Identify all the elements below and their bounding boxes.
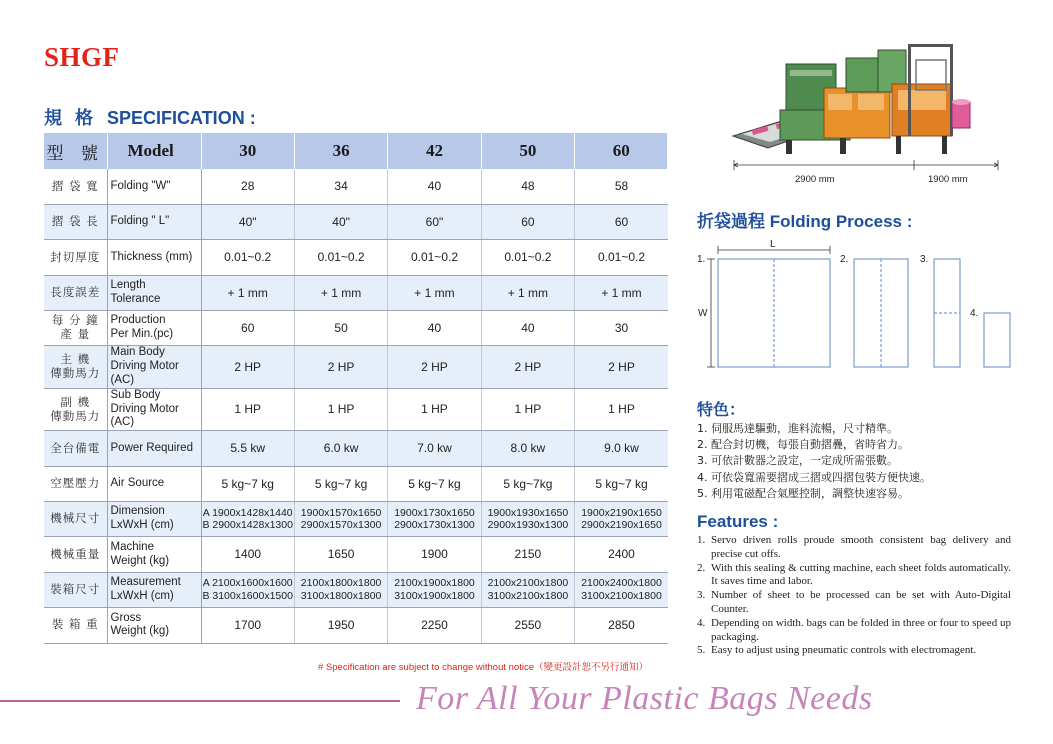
- list-item-number: 2.: [697, 561, 706, 574]
- folding-diagram: [694, 236, 1024, 376]
- table-cell: 5 kg~7 kg: [294, 466, 387, 501]
- table-row: [44, 311, 668, 346]
- fold-label-l: L: [770, 239, 776, 250]
- list-item: 5. 利用電磁配合氣壓控制，調整快速容易。: [697, 486, 909, 500]
- table-cell: 5.5 kw: [201, 431, 294, 466]
- table-cell: 1 HP: [388, 388, 481, 430]
- table-row: [44, 275, 668, 310]
- table-row: [44, 431, 668, 466]
- spec-title-en: SPECIFICATION :: [107, 108, 256, 128]
- list-item-number: 5.: [697, 644, 706, 657]
- table-row: [44, 169, 668, 204]
- table-cell: 1900x1570x1650 2900x1570x1300: [294, 502, 387, 537]
- row-label-zh: 空壓壓力: [44, 466, 107, 501]
- row-label-en: Machine Weight (kg): [107, 537, 201, 572]
- table-cell: 2150: [481, 537, 574, 572]
- list-item-text: Depending on width. bags can be folded in three or four to speed up packaging.: [711, 616, 1011, 643]
- table-cell: 1900x2190x1650 2900x2190x1650: [575, 502, 668, 537]
- table-cell: 60: [201, 311, 294, 346]
- row-label-zh: 機械尺寸: [44, 502, 107, 537]
- table-cell: 0.01~0.2: [294, 240, 387, 275]
- list-item: 3. 可依計數器之設定，一定成所需張數。: [697, 454, 898, 468]
- table-cell: 2100x2400x1800 3100x2100x1800: [575, 572, 668, 607]
- table-cell: + 1 mm: [481, 275, 574, 310]
- row-label-zh: 裝 箱 重: [44, 608, 107, 643]
- machine-drawing: [733, 44, 970, 154]
- table-cell: 5 kg~7 kg: [575, 466, 668, 501]
- row-label-en: Folding " L": [107, 204, 201, 239]
- header-model: 60: [575, 133, 668, 169]
- table-cell: 1650: [294, 537, 387, 572]
- spec-title-zh: 規 格: [44, 108, 98, 128]
- table-cell: 40": [294, 204, 387, 239]
- header-model: 30: [201, 133, 294, 169]
- row-label-en: Gross Weight (kg): [107, 608, 201, 643]
- table-cell: 0.01~0.2: [481, 240, 574, 275]
- header-model: 36: [294, 133, 387, 169]
- row-label-zh: 長度誤差: [44, 275, 107, 310]
- dimension-lines: [734, 160, 998, 170]
- spec-notice: # Specification are subject to change without notice（變更設計恕不另行通知）: [318, 662, 648, 673]
- table-cell: 5 kg~7 kg: [388, 466, 481, 501]
- list-item: [697, 644, 1011, 658]
- table-cell: 2 HP: [294, 346, 387, 388]
- features-zh-title: 特色：: [697, 400, 746, 419]
- table-cell: 2 HP: [201, 346, 294, 388]
- spec-table: [44, 133, 668, 644]
- header-en: Model: [107, 133, 201, 169]
- fold-step-4-label: 4.: [970, 308, 979, 319]
- brand-logo: SHGF: [44, 42, 120, 72]
- table-cell: A 2100x1600x1600 B 3100x1600x1500: [201, 572, 294, 607]
- table-cell: 2100x1800x1800 3100x1800x1800: [294, 572, 387, 607]
- list-item-text: With this sealing & cutting machine, each sheet folds automatically. It saves time and labor.: [711, 561, 1011, 588]
- table-cell: 6.0 kw: [294, 431, 387, 466]
- table-cell: 1900x1930x1650 2900x1930x1300: [481, 502, 574, 537]
- table-cell: 1 HP: [294, 388, 387, 430]
- row-label-zh: 裝箱尺寸: [44, 572, 107, 607]
- table-cell: 50: [294, 311, 387, 346]
- table-cell: 2100x1900x1800 3100x1900x1800: [388, 572, 481, 607]
- table-cell: 8.0 kw: [481, 431, 574, 466]
- table-cell: 5 kg~7kg: [481, 466, 574, 501]
- fold-step-4-sheet: [984, 313, 1010, 367]
- list-item: [697, 589, 1011, 617]
- table-cell: 60: [481, 204, 574, 239]
- table-cell: 2 HP: [481, 346, 574, 388]
- table-cell: 2850: [575, 608, 668, 643]
- fold-step-1-label: 1.: [697, 254, 706, 265]
- list-item: 4. 可依袋寬需要摺成三摺或四摺包裝方便快速。: [697, 470, 931, 484]
- table-cell: 2550: [481, 608, 574, 643]
- table-cell: 2100x2100x1800 3100x2100x1800: [481, 572, 574, 607]
- table-cell: 1700: [201, 608, 294, 643]
- table-cell: 30: [575, 311, 668, 346]
- list-item: [697, 562, 1011, 590]
- table-cell: + 1 mm: [388, 275, 481, 310]
- list-item: [697, 534, 1011, 562]
- table-cell: 0.01~0.2: [575, 240, 668, 275]
- row-label-zh: 摺 袋 長: [44, 204, 107, 239]
- row-label-zh: 全台備電: [44, 431, 107, 466]
- folding-title: [697, 207, 912, 232]
- list-item: [697, 617, 1011, 645]
- list-item-number: 3.: [697, 589, 706, 602]
- header-zh: 型 號: [44, 133, 107, 169]
- table-cell: 9.0 kw: [575, 431, 668, 466]
- row-label-en: Sub Body Driving Motor (AC): [107, 388, 201, 430]
- row-label-en: Thickness (mm): [107, 240, 201, 275]
- table-cell: 28: [201, 169, 294, 204]
- header-model: 42: [388, 133, 481, 169]
- table-cell: A 1900x1428x1440 B 2900x1428x1300: [201, 502, 294, 537]
- table-cell: 5 kg~7 kg: [201, 466, 294, 501]
- table-cell: 2400: [575, 537, 668, 572]
- spec-header-row: [44, 133, 668, 169]
- table-row: [44, 346, 668, 388]
- table-cell: 1400: [201, 537, 294, 572]
- features-zh-list: [697, 421, 931, 502]
- row-label-en: Dimension LxWxH (cm): [107, 502, 201, 537]
- table-cell: 2 HP: [388, 346, 481, 388]
- row-label-zh: 摺 袋 寬: [44, 169, 107, 204]
- features-en-list: [697, 534, 1011, 658]
- features-en-title: Features :: [697, 512, 779, 531]
- table-cell: 0.01~0.2: [201, 240, 294, 275]
- row-label-en: Measurement LxWxH (cm): [107, 572, 201, 607]
- spec-title: [44, 104, 256, 130]
- row-label-en: Folding "W": [107, 169, 201, 204]
- dim-left-label: 2900 mm: [795, 174, 835, 185]
- table-cell: 60": [388, 204, 481, 239]
- table-cell: + 1 mm: [201, 275, 294, 310]
- row-label-en: Production Per Min.(pc): [107, 311, 201, 346]
- table-row: [44, 572, 668, 607]
- table-cell: 40: [481, 311, 574, 346]
- row-label-en: Power Required: [107, 431, 201, 466]
- machine-illustration: [728, 40, 1008, 188]
- table-cell: 1900: [388, 537, 481, 572]
- list-item: 2. 配合封切機，每張自動摺疊，省時省力。: [697, 438, 909, 452]
- list-item-text: Easy to adjust using pneumatic controls with electromagent.: [711, 644, 977, 657]
- table-cell: + 1 mm: [294, 275, 387, 310]
- row-label-zh: 主 機 傳動馬力: [44, 346, 107, 388]
- table-row: [44, 466, 668, 501]
- row-label-zh: 封切厚度: [44, 240, 107, 275]
- table-row: [44, 204, 668, 239]
- row-label-zh: 機械重量: [44, 537, 107, 572]
- table-cell: 1 HP: [481, 388, 574, 430]
- table-cell: 1 HP: [201, 388, 294, 430]
- list-item-number: 4.: [697, 616, 706, 629]
- row-label-en: Length Tolerance: [107, 275, 201, 310]
- row-label-en: Air Source: [107, 466, 201, 501]
- table-cell: + 1 mm: [575, 275, 668, 310]
- fold-step-2-label: 2.: [840, 254, 849, 265]
- dim-right-label: 1900 mm: [928, 174, 968, 185]
- fold-step-3-label: 3.: [920, 254, 929, 265]
- table-cell: 2 HP: [575, 346, 668, 388]
- row-label-zh: 副 機 傳動馬力: [44, 388, 107, 430]
- table-row: [44, 388, 668, 430]
- table-cell: 2250: [388, 608, 481, 643]
- table-row: [44, 537, 668, 572]
- table-cell: 1950: [294, 608, 387, 643]
- fold-label-w: W: [698, 308, 708, 319]
- table-row: [44, 608, 668, 643]
- table-cell: 40": [201, 204, 294, 239]
- table-cell: 34: [294, 169, 387, 204]
- list-item-text: Servo driven rolls proude smooth consistent bag delivery and precise cut offs.: [711, 534, 1011, 560]
- row-label-zh: 每 分 鐘 產 量: [44, 311, 107, 346]
- table-row: [44, 240, 668, 275]
- table-cell: 0.01~0.2: [388, 240, 481, 275]
- folding-title-zh: 折袋過程: [697, 212, 765, 231]
- row-label-en: Main Body Driving Motor (AC): [107, 346, 201, 388]
- folding-title-en: Folding Process :: [769, 212, 913, 231]
- table-row: [44, 502, 668, 537]
- fold-dimension-lines: [707, 246, 830, 367]
- table-cell: 48: [481, 169, 574, 204]
- table-cell: 40: [388, 311, 481, 346]
- table-cell: 7.0 kw: [388, 431, 481, 466]
- table-cell: 40: [388, 169, 481, 204]
- table-cell: 1 HP: [575, 388, 668, 430]
- table-cell: 60: [575, 204, 668, 239]
- slogan-divider: [0, 700, 400, 702]
- table-cell: 58: [575, 169, 668, 204]
- list-item-number: 1.: [697, 534, 706, 546]
- list-item: 1. 伺服馬達驅動，進料流暢，尺寸精準。: [697, 422, 898, 435]
- header-model: 50: [481, 133, 574, 169]
- list-item-text: Number of sheet to be processed can be set with Auto-Digital Counter.: [711, 589, 1011, 615]
- table-cell: 1900x1730x1650 2900x1730x1300: [388, 502, 481, 537]
- slogan: For All Your Plastic Bags Needs: [416, 680, 873, 717]
